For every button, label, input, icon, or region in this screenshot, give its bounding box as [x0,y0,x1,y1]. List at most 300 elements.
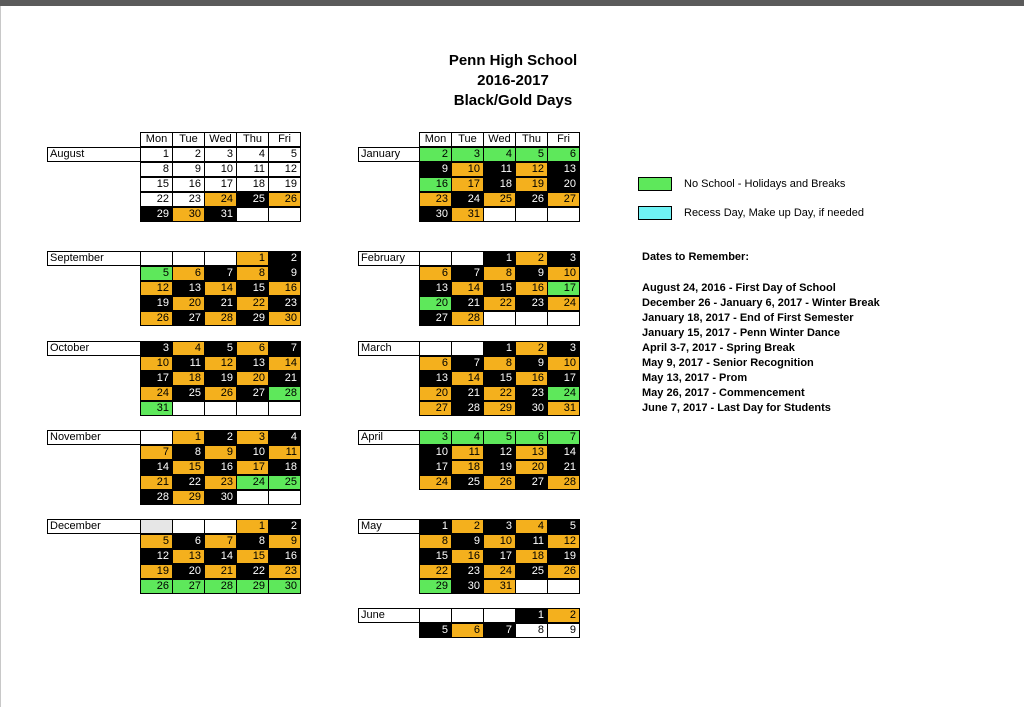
week-row [140,475,301,490]
day-cell: 22 [172,475,205,490]
day-cell: 7 [451,266,484,281]
day-cell: 30 [172,207,205,222]
day-cell: 16 [204,460,237,475]
day-cell: 14 [451,371,484,386]
day-cell: 1 [172,430,205,445]
day-cell: 16 [268,549,301,564]
day-cell: 16 [172,177,205,192]
day-cell: 15 [483,281,516,296]
day-cell: 10 [451,162,484,177]
day-cell: 11 [268,445,301,460]
month-label-september: September [47,251,141,266]
day-cell: 31 [451,207,484,222]
day-cell: 9 [172,162,205,177]
day-cell: 24 [547,296,580,311]
day-cell: 27 [515,475,548,490]
day-cell: 29 [483,401,516,416]
week-row [140,296,301,311]
day-cell: 2 [451,519,484,534]
date-item: May 9, 2017 - Senior Recognition [642,357,814,369]
day-cell: 22 [140,192,173,207]
week-row [419,266,580,281]
day-cell: 8 [483,266,516,281]
day-cell: 3 [547,341,580,356]
day-cell: 11 [236,162,269,177]
day-cell: 5 [268,147,301,162]
day-cell: 19 [515,177,548,192]
day-cell [515,311,548,326]
day-cell: 14 [204,549,237,564]
dates-to-remember-list [642,281,880,416]
day-cell: 7 [140,445,173,460]
day-cell [451,251,484,266]
day-cell: 9 [547,623,580,638]
day-cell: 18 [483,177,516,192]
day-cell: 18 [515,549,548,564]
day-cell: 30 [268,579,301,594]
day-cell: 10 [547,266,580,281]
day-cell: 23 [515,386,548,401]
day-cell [515,207,548,222]
day-cell: 1 [236,519,269,534]
day-cell: 6 [172,534,205,549]
day-cell: 28 [268,386,301,401]
day-cell: 6 [547,147,580,162]
day-cell: 31 [547,401,580,416]
day-cell: 7 [204,266,237,281]
weekday-header-row [419,132,580,147]
day-cell: 24 [419,475,452,490]
day-cell: 21 [140,475,173,490]
day-cell: 23 [204,475,237,490]
week-row [140,519,301,534]
day-cell: 27 [172,311,205,326]
week-row [419,519,580,534]
week-row [419,281,580,296]
day-cell: 9 [268,534,301,549]
day-cell: 28 [204,579,237,594]
day-cell: 1 [236,251,269,266]
day-cell: 20 [515,460,548,475]
day-cell: 31 [140,401,173,416]
day-cell: 10 [140,356,173,371]
day-cell: 25 [172,386,205,401]
day-cell: 15 [236,549,269,564]
day-cell [236,401,269,416]
date-item: May 13, 2017 - Prom [642,372,748,384]
day-cell: 11 [515,534,548,549]
day-cell: 22 [483,296,516,311]
day-cell: 22 [419,564,452,579]
day-cell: 6 [172,266,205,281]
day-cell: 1 [483,251,516,266]
day-cell: 13 [172,549,205,564]
day-cell: 11 [483,162,516,177]
week-row [419,251,580,266]
day-cell: 8 [236,266,269,281]
day-cell: 25 [268,475,301,490]
day-cell: 4 [236,147,269,162]
day-cell: 5 [419,623,452,638]
day-cell [172,519,205,534]
day-cell: 2 [515,251,548,266]
day-cell: 5 [140,534,173,549]
month-label-may: May [358,519,420,534]
day-cell: 13 [515,445,548,460]
day-cell: 21 [204,296,237,311]
week-row [140,401,301,416]
weekday-header: Fri [547,132,580,147]
day-cell: 7 [204,534,237,549]
day-cell: 17 [451,177,484,192]
day-cell: 3 [140,341,173,356]
week-row [140,430,301,445]
day-cell: 21 [204,564,237,579]
week-row [140,341,301,356]
week-row [419,430,580,445]
day-cell: 16 [451,549,484,564]
day-cell: 1 [140,147,173,162]
week-row [140,266,301,281]
month-label-november: November [47,430,141,445]
day-cell: 20 [547,177,580,192]
day-cell: 10 [547,356,580,371]
week-row [140,371,301,386]
day-cell: 8 [515,623,548,638]
week-row [419,549,580,564]
day-cell: 3 [483,519,516,534]
day-cell: 24 [483,564,516,579]
week-row [140,490,301,505]
day-cell [236,207,269,222]
day-cell [483,207,516,222]
day-cell: 28 [140,490,173,505]
day-cell: 25 [483,192,516,207]
day-cell: 6 [515,430,548,445]
page-title-block [380,51,646,111]
day-cell: 9 [451,534,484,549]
week-row [419,341,580,356]
day-cell: 26 [547,564,580,579]
day-cell: 13 [172,281,205,296]
page-edge [0,6,1,707]
day-cell: 25 [451,475,484,490]
day-cell: 30 [204,490,237,505]
month-label-april: April [358,430,420,445]
day-cell: 24 [547,386,580,401]
week-row [419,445,580,460]
day-cell: 23 [515,296,548,311]
weekday-header: Thu [515,132,548,147]
day-cell: 30 [419,207,452,222]
day-cell: 27 [547,192,580,207]
day-cell: 18 [172,371,205,386]
day-cell: 6 [451,623,484,638]
day-cell: 17 [140,371,173,386]
day-cell: 14 [547,445,580,460]
week-row [140,579,301,594]
day-cell: 2 [268,519,301,534]
week-row [419,623,580,638]
day-cell: 17 [547,281,580,296]
day-cell: 15 [236,281,269,296]
day-cell [236,490,269,505]
day-cell: 5 [483,430,516,445]
day-cell: 16 [515,371,548,386]
day-cell: 5 [515,147,548,162]
week-row [140,162,301,177]
day-cell: 12 [140,281,173,296]
day-cell [140,251,173,266]
legend-swatch-no-school [638,177,672,191]
day-cell: 20 [172,564,205,579]
day-cell: 4 [172,341,205,356]
day-cell: 5 [547,519,580,534]
day-cell [547,311,580,326]
calendar-subtitle: Black/Gold Days [453,92,573,109]
day-cell: 7 [451,356,484,371]
day-cell: 28 [451,401,484,416]
day-cell: 29 [140,207,173,222]
weekday-header: Wed [483,132,516,147]
day-cell: 17 [547,371,580,386]
day-cell: 9 [268,266,301,281]
day-cell: 3 [547,251,580,266]
day-cell: 31 [204,207,237,222]
day-cell: 4 [483,147,516,162]
day-cell: 4 [451,430,484,445]
day-cell: 14 [268,356,301,371]
week-row [140,460,301,475]
day-cell [419,608,452,623]
month-label-june: June [358,608,420,623]
day-cell: 21 [547,460,580,475]
day-cell: 23 [172,192,205,207]
day-cell: 3 [236,430,269,445]
day-cell: 12 [268,162,301,177]
month-label-march: March [358,341,420,356]
day-cell: 30 [268,311,301,326]
date-item: August 24, 2016 - First Day of School [642,282,836,294]
month-label-august: August [47,147,141,162]
day-cell: 4 [515,519,548,534]
day-cell: 19 [547,549,580,564]
week-row [419,608,580,623]
week-row [140,147,301,162]
day-cell: 15 [419,549,452,564]
day-cell: 16 [419,177,452,192]
day-cell: 22 [236,564,269,579]
day-cell: 27 [419,401,452,416]
day-cell: 29 [172,490,205,505]
week-row [419,162,580,177]
day-cell: 20 [172,296,205,311]
date-item: December 26 - January 6, 2017 - Winter Break [642,297,880,309]
day-cell: 23 [419,192,452,207]
day-cell [483,608,516,623]
day-cell: 2 [419,147,452,162]
date-item: May 26, 2017 - Commencement [642,387,805,399]
day-cell: 21 [268,371,301,386]
week-row [419,311,580,326]
day-cell: 5 [204,341,237,356]
day-cell: 9 [419,162,452,177]
day-cell [419,341,452,356]
weekday-header-row [140,132,301,147]
day-cell: 10 [419,445,452,460]
month-label-february: February [358,251,420,266]
week-row [419,371,580,386]
day-cell: 13 [236,356,269,371]
day-cell: 28 [204,311,237,326]
week-row [140,564,301,579]
day-cell: 12 [483,445,516,460]
day-cell: 7 [483,623,516,638]
weekday-header: Mon [140,132,173,147]
weekday-header: Thu [236,132,269,147]
day-cell: 25 [236,192,269,207]
day-cell: 3 [451,147,484,162]
day-cell: 16 [515,281,548,296]
week-row [140,311,301,326]
day-cell: 17 [419,460,452,475]
day-cell: 12 [204,356,237,371]
school-year: 2016-2017 [477,72,549,89]
day-cell: 13 [547,162,580,177]
day-cell: 7 [268,341,301,356]
day-cell: 17 [204,177,237,192]
day-cell: 2 [204,430,237,445]
day-cell: 8 [483,356,516,371]
day-cell: 27 [236,386,269,401]
day-cell [268,490,301,505]
day-cell: 27 [172,579,205,594]
date-item: June 7, 2017 - Last Day for Students [642,402,831,414]
day-cell [547,207,580,222]
day-cell [451,341,484,356]
day-cell [204,519,237,534]
day-cell: 24 [236,475,269,490]
month-label-october: October [47,341,141,356]
week-row [419,192,580,207]
day-cell: 19 [140,296,173,311]
day-cell: 16 [268,281,301,296]
week-row [140,534,301,549]
day-cell: 2 [268,251,301,266]
day-cell: 14 [204,281,237,296]
day-cell: 29 [419,579,452,594]
day-cell: 30 [515,401,548,416]
legend-swatch-recess-day [638,206,672,220]
week-row [419,564,580,579]
legend-label-recess-day: Recess Day, Make up Day, if needed [684,207,864,219]
day-cell: 20 [419,386,452,401]
day-cell: 15 [140,177,173,192]
day-cell: 1 [419,519,452,534]
weekday-header: Tue [172,132,205,147]
day-cell: 23 [451,564,484,579]
day-cell [515,579,548,594]
day-cell: 23 [268,296,301,311]
day-cell: 19 [140,564,173,579]
dates-to-remember-heading: Dates to Remember: [642,251,749,263]
day-cell: 29 [236,311,269,326]
day-cell: 9 [515,356,548,371]
day-cell: 19 [483,460,516,475]
day-cell: 30 [451,579,484,594]
day-cell: 2 [172,147,205,162]
week-row [419,177,580,192]
legend-label-no-school: No School - Holidays and Breaks [684,178,846,190]
day-cell: 15 [172,460,205,475]
day-cell [268,207,301,222]
day-cell: 8 [172,445,205,460]
day-cell: 26 [515,192,548,207]
day-cell: 26 [140,311,173,326]
week-row [419,386,580,401]
day-cell: 24 [451,192,484,207]
day-cell: 31 [483,579,516,594]
day-cell: 10 [204,162,237,177]
school-name: Penn High School [448,52,578,69]
day-cell: 14 [451,281,484,296]
day-cell [204,251,237,266]
weekday-header: Wed [204,132,237,147]
day-cell: 12 [515,162,548,177]
weekday-header: Tue [451,132,484,147]
day-cell: 14 [140,460,173,475]
week-row [419,207,580,222]
day-cell: 21 [451,296,484,311]
day-cell: 10 [236,445,269,460]
day-cell: 23 [268,564,301,579]
day-cell: 18 [236,177,269,192]
day-cell: 18 [268,460,301,475]
day-cell: 5 [140,266,173,281]
day-cell: 3 [204,147,237,162]
week-row [140,192,301,207]
day-cell: 24 [204,192,237,207]
day-cell: 6 [236,341,269,356]
day-cell: 6 [419,266,452,281]
day-cell: 26 [483,475,516,490]
day-cell [172,251,205,266]
day-cell: 27 [419,311,452,326]
date-item: January 15, 2017 - Penn Winter Dance [642,327,840,339]
day-cell: 15 [483,371,516,386]
day-cell [172,401,205,416]
day-cell: 9 [515,266,548,281]
day-cell: 12 [547,534,580,549]
day-cell [483,311,516,326]
day-cell: 22 [236,296,269,311]
week-row [140,251,301,266]
day-cell: 3 [419,430,452,445]
week-row [419,401,580,416]
week-row [140,177,301,192]
day-cell: 29 [236,579,269,594]
week-row [419,534,580,549]
week-row [140,207,301,222]
day-cell: 1 [515,608,548,623]
date-item: April 3-7, 2017 - Spring Break [642,342,795,354]
weekday-header: Fri [268,132,301,147]
week-row [419,356,580,371]
week-row [419,296,580,311]
day-cell: 7 [547,430,580,445]
day-cell [140,519,173,534]
day-cell [451,608,484,623]
